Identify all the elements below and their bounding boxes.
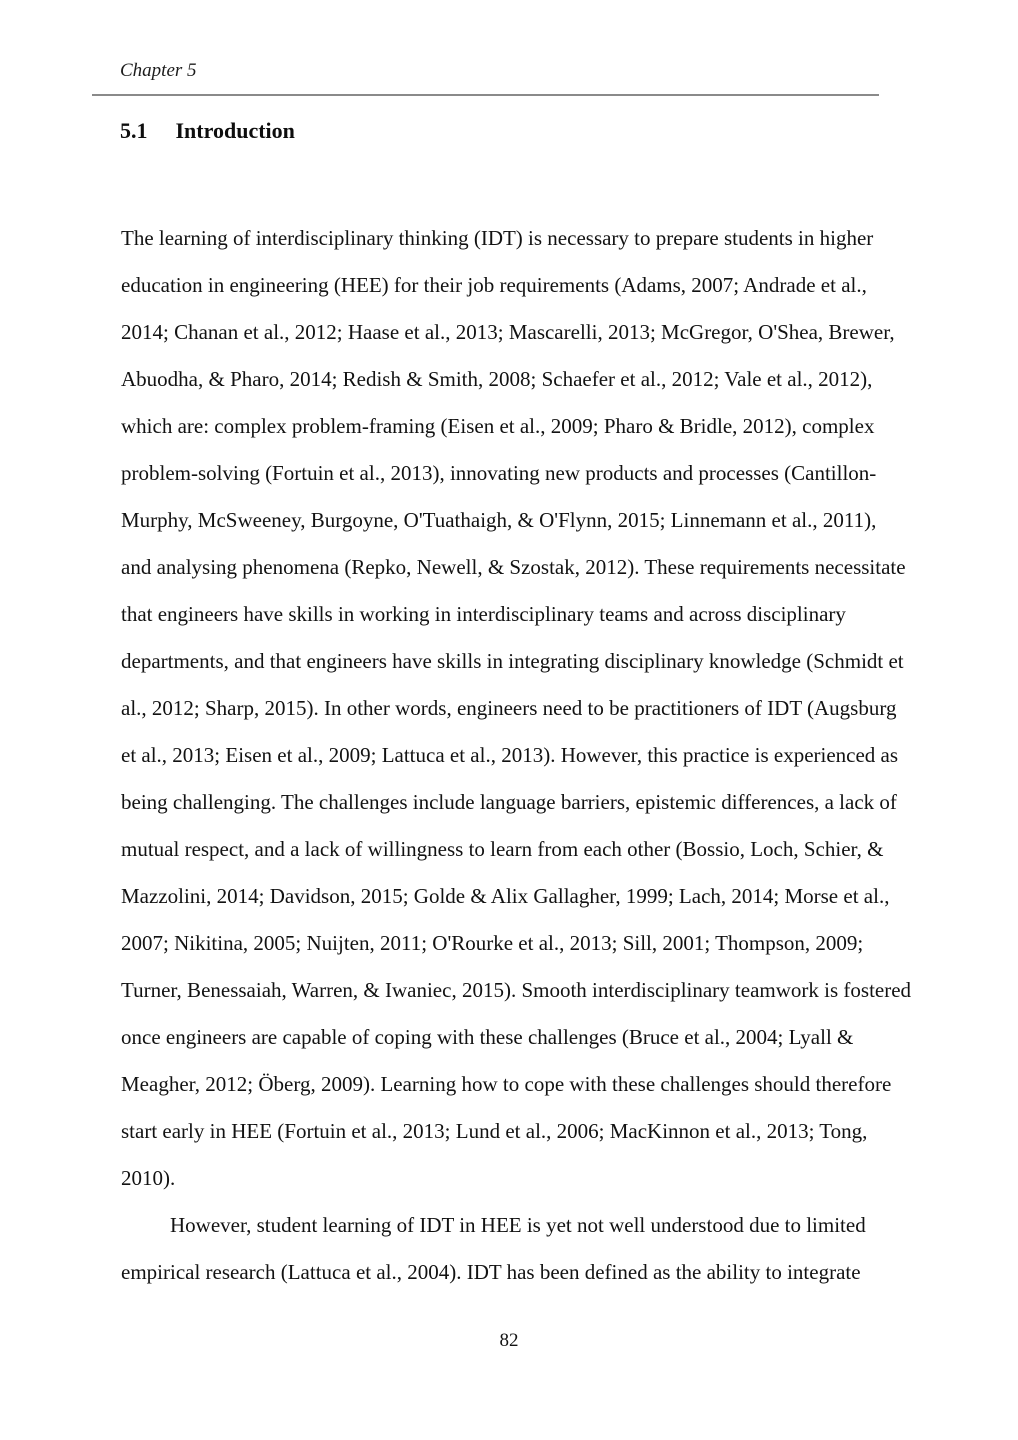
body-line: that engineers have skills in working in interdisciplinary teams and across disciplinary [121,602,846,626]
section-title: Introduction [175,118,295,143]
body-text [121,215,911,1296]
body-line: Turner, Benessaiah, Warren, & Iwaniec, 2015). Smooth interdisciplinary teamwork is fostered [121,978,912,1002]
section-number: 5.1 [120,118,148,143]
body-line: 2014; Chanan et al., 2012; Haase et al., 2013; Mascarelli, 2013; McGregor, O'Shea, Brewer, [121,320,895,344]
body-line: which are: complex problem-framing (Eisen et al., 2009; Pharo & Bridle, 2012), complex [121,414,875,438]
body-line: start early in HEE (Fortuin et al., 2013; Lund et al., 2006; MacKinnon et al., 2013; Tong, [121,1119,868,1143]
body-line: al., 2012; Sharp, 2015). In other words, engineers need to be practitioners of IDT (Augsburg [121,696,897,720]
body-line: Murphy, McSweeney, Burgoyne, O'Tuathaigh, & O'Flynn, 2015; Linnemann et al., 2011), [121,508,877,532]
section-heading [120,118,295,144]
body-line: 2007; Nikitina, 2005; Nuijten, 2011; O'Rourke et al., 2013; Sill, 2001; Thompson, 2009; [121,931,864,955]
body-line: The learning of interdisciplinary thinking (IDT) is necessary to prepare students in higher [121,226,874,250]
body-line: and analysing phenomena (Repko, Newell, & Szostak, 2012). These requirements necessitate [121,555,906,579]
body-line: departments, and that engineers have skills in integrating disciplinary knowledge (Schmidt et [121,649,904,673]
body-line: Mazzolini, 2014; Davidson, 2015; Golde & Alix Gallagher, 1999; Lach, 2014; Morse et al., [121,884,890,908]
body-line: once engineers are capable of coping with these challenges (Bruce et al., 2004; Lyall & [121,1025,854,1049]
body-line: Meagher, 2012; Öberg, 2009). Learning how to cope with these challenges should therefore [121,1072,892,1096]
body-line: being challenging. The challenges include language barriers, epistemic differences, a lack of [121,790,897,814]
body-line: 2010). [121,1166,176,1190]
body-line: Abuodha, & Pharo, 2014; Redish & Smith, 2008; Schaefer et al., 2012; Vale et al., 2012), [121,367,873,391]
running-header [120,60,197,82]
body-line: education in engineering (HEE) for their job requirements (Adams, 2007; Andrade et al., [121,273,867,297]
body-line: However, student learning of IDT in HEE is yet not well understood due to limited [170,1213,866,1237]
body-line: problem-solving (Fortuin et al., 2013), innovating new products and processes (Cantillon- [121,461,877,485]
body-line: et al., 2013; Eisen et al., 2009; Lattuca et al., 2013). However, this practice is experienced as [121,743,899,767]
page-footer [0,1330,1018,1352]
header-rule [92,94,879,96]
running-header-text: Chapter 5 [120,60,197,81]
body-line: empirical research (Lattuca et al., 2004). IDT has been defined as the ability to integrate [121,1260,861,1284]
body-line: mutual respect, and a lack of willingness to learn from each other (Bossio, Loch, Schier, & [121,837,884,861]
page-number: 82 [499,1330,519,1351]
